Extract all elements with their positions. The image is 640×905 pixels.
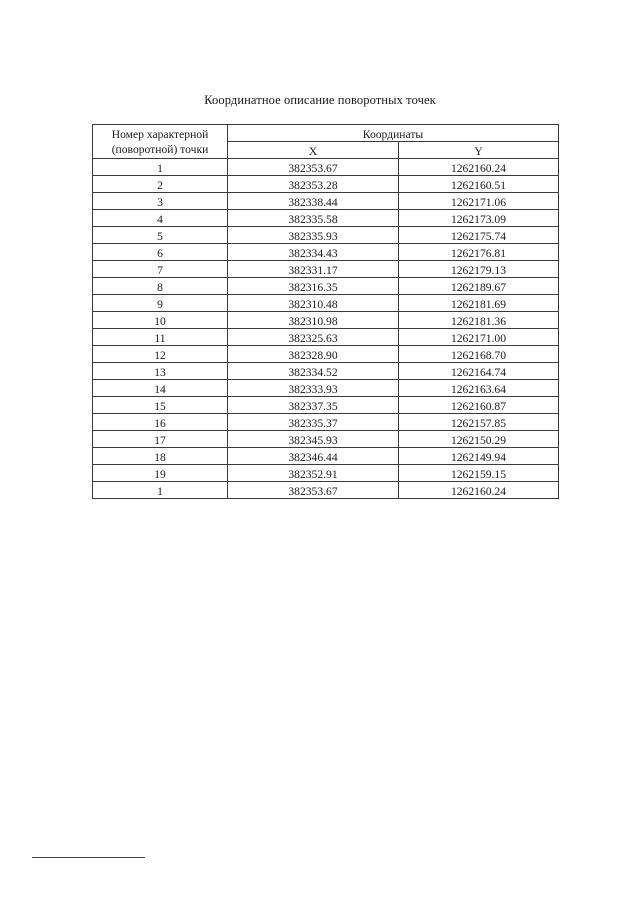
point-number-cell: 9: [93, 295, 228, 312]
point-number-cell: 6: [93, 244, 228, 261]
point-number-cell: 1: [93, 159, 228, 176]
point-number-cell: 16: [93, 414, 228, 431]
x-coordinate-cell: 382316.35: [228, 278, 399, 295]
point-number-cell: 15: [93, 397, 228, 414]
y-column-header: Y: [399, 142, 559, 159]
y-coordinate-cell: 1262150.29: [399, 431, 559, 448]
table-body: [93, 159, 559, 499]
point-number-cell: 1: [93, 482, 228, 499]
y-coordinate-cell: 1262160.87: [399, 397, 559, 414]
table-row: [93, 312, 559, 329]
point-number-cell: 8: [93, 278, 228, 295]
x-coordinate-cell: 382331.17: [228, 261, 399, 278]
point-number-cell: 5: [93, 227, 228, 244]
coordinates-table: [92, 124, 559, 499]
point-number-cell: 4: [93, 210, 228, 227]
x-coordinate-cell: 382310.98: [228, 312, 399, 329]
y-coordinate-cell: 1262189.67: [399, 278, 559, 295]
table-row: [93, 278, 559, 295]
point-number-header: Номер характерной (поворотной) точки: [93, 125, 228, 159]
x-coordinate-cell: 382328.90: [228, 346, 399, 363]
y-coordinate-cell: 1262164.74: [399, 363, 559, 380]
y-coordinate-cell: 1262175.74: [399, 227, 559, 244]
x-coordinate-cell: 382335.37: [228, 414, 399, 431]
table-row: [93, 176, 559, 193]
point-number-cell: 3: [93, 193, 228, 210]
x-coordinate-cell: 382345.93: [228, 431, 399, 448]
x-coordinate-cell: 382337.35: [228, 397, 399, 414]
table-row: [93, 397, 559, 414]
point-number-cell: 10: [93, 312, 228, 329]
x-coordinate-cell: 382310.48: [228, 295, 399, 312]
point-number-cell: 11: [93, 329, 228, 346]
x-column-header: X: [228, 142, 399, 159]
table-row: [93, 482, 559, 499]
table-row: [93, 465, 559, 482]
x-coordinate-cell: 382338.44: [228, 193, 399, 210]
y-coordinate-cell: 1262179.13: [399, 261, 559, 278]
x-coordinate-cell: 382335.58: [228, 210, 399, 227]
y-coordinate-cell: 1262149.94: [399, 448, 559, 465]
table-row: [93, 329, 559, 346]
table-row: [93, 159, 559, 176]
y-coordinate-cell: 1262171.00: [399, 329, 559, 346]
table-row: [93, 193, 559, 210]
x-coordinate-cell: 382333.93: [228, 380, 399, 397]
x-coordinate-cell: 382335.93: [228, 227, 399, 244]
point-number-cell: 18: [93, 448, 228, 465]
y-coordinate-cell: 1262159.15: [399, 465, 559, 482]
y-coordinate-cell: 1262176.81: [399, 244, 559, 261]
y-coordinate-cell: 1262171.06: [399, 193, 559, 210]
x-coordinate-cell: 382353.67: [228, 159, 399, 176]
table-row: [93, 380, 559, 397]
x-coordinate-cell: 382353.28: [228, 176, 399, 193]
x-coordinate-cell: 382334.52: [228, 363, 399, 380]
table-row: [93, 244, 559, 261]
table-header: [93, 125, 559, 159]
y-coordinate-cell: 1262160.24: [399, 482, 559, 499]
table-row: [93, 227, 559, 244]
point-number-cell: 12: [93, 346, 228, 363]
x-coordinate-cell: 382346.44: [228, 448, 399, 465]
y-coordinate-cell: 1262181.36: [399, 312, 559, 329]
footnote-separator: [32, 857, 145, 858]
coordinates-header: Координаты: [228, 125, 559, 142]
y-coordinate-cell: 1262163.64: [399, 380, 559, 397]
point-number-cell: 13: [93, 363, 228, 380]
y-coordinate-cell: 1262157.85: [399, 414, 559, 431]
point-number-cell: 7: [93, 261, 228, 278]
x-coordinate-cell: 382352.91: [228, 465, 399, 482]
y-coordinate-cell: 1262168.70: [399, 346, 559, 363]
y-coordinate-cell: 1262160.24: [399, 159, 559, 176]
table-row: [93, 414, 559, 431]
y-coordinate-cell: 1262160.51: [399, 176, 559, 193]
table-row: [93, 295, 559, 312]
point-number-cell: 14: [93, 380, 228, 397]
header-row-top: [93, 125, 559, 142]
x-coordinate-cell: 382353.67: [228, 482, 399, 499]
y-coordinate-cell: 1262173.09: [399, 210, 559, 227]
x-coordinate-cell: 382334.43: [228, 244, 399, 261]
document-title: Координатное описание поворотных точек: [204, 93, 436, 107]
point-number-cell: 19: [93, 465, 228, 482]
table-row: [93, 261, 559, 278]
x-coordinate-cell: 382325.63: [228, 329, 399, 346]
point-number-cell: 17: [93, 431, 228, 448]
y-coordinate-cell: 1262181.69: [399, 295, 559, 312]
point-number-cell: 2: [93, 176, 228, 193]
table-row: [93, 363, 559, 380]
table-row: [93, 346, 559, 363]
table-row: [93, 431, 559, 448]
table-row: [93, 210, 559, 227]
table-row: [93, 448, 559, 465]
